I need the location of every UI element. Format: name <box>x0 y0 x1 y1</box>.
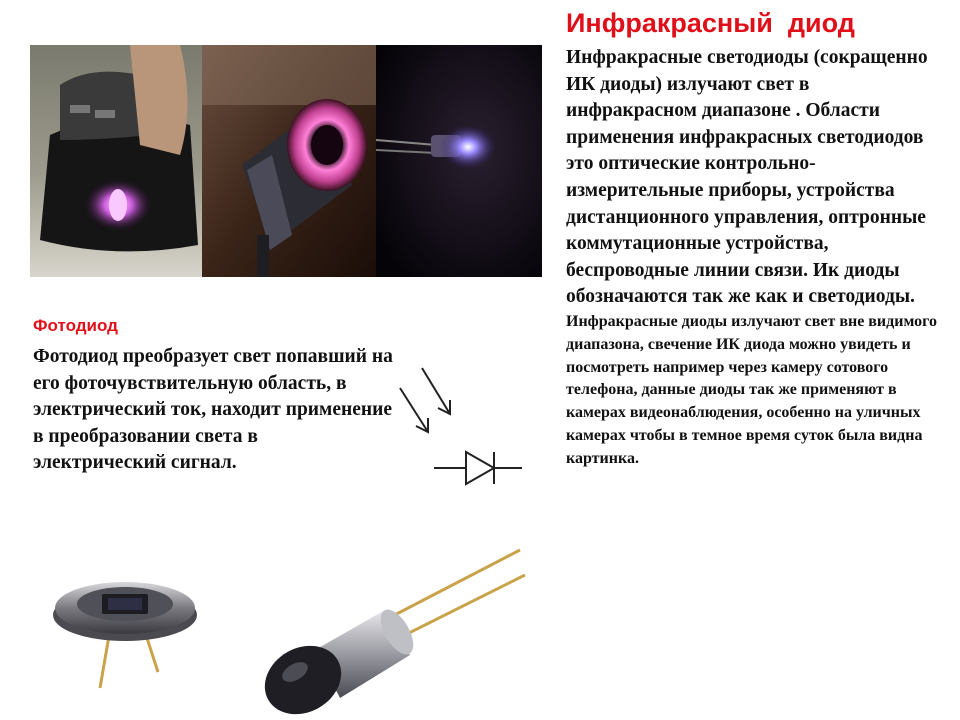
photodiode-schematic-symbol <box>398 362 528 502</box>
ir-diode-paragraph-large: Инфракрасные светодиоды (сокращенно ИК диоды) излучают свет в инфракрасном диапазоне . Области применения инфракрасных светодиодов это оптические контрольно-измерительные приборы, устройства дистанционного управления, оптронные коммутационные устройства, беспроводные линии связи. Ик диоды обозначаются так же как и светодиоды. <box>566 47 928 308</box>
ir-diode-title: Инфракрасный диод <box>566 8 855 38</box>
ir-photo-strip <box>30 45 542 277</box>
photodiode-description: Фотодиод преобразует свет попавший на его фоточувствительную область, в электрический ток, находит применение в преобразовании света в электрический сигнал. <box>33 346 393 474</box>
ir-diode-paragraph-small: Инфракрасные диоды излучают свет вне видимого диапазона, свечение ИК диода можно увидеть и посмотреть например через камеру сотового телефона, данные диоды так же применяют в камерах видеонаблюдения, особенно на уличных камерах чтобы в темное время суток была видна картинка. <box>566 312 938 467</box>
ir-led-component-image <box>255 540 545 715</box>
photodiode-title: Фотодиод <box>33 316 118 335</box>
cctv-camera-photo <box>202 45 376 277</box>
ir-diode-description <box>566 45 938 471</box>
remote-control-photo <box>30 45 202 277</box>
ir-led-glow-photo <box>376 45 542 277</box>
photodiode-component-image <box>40 560 230 700</box>
